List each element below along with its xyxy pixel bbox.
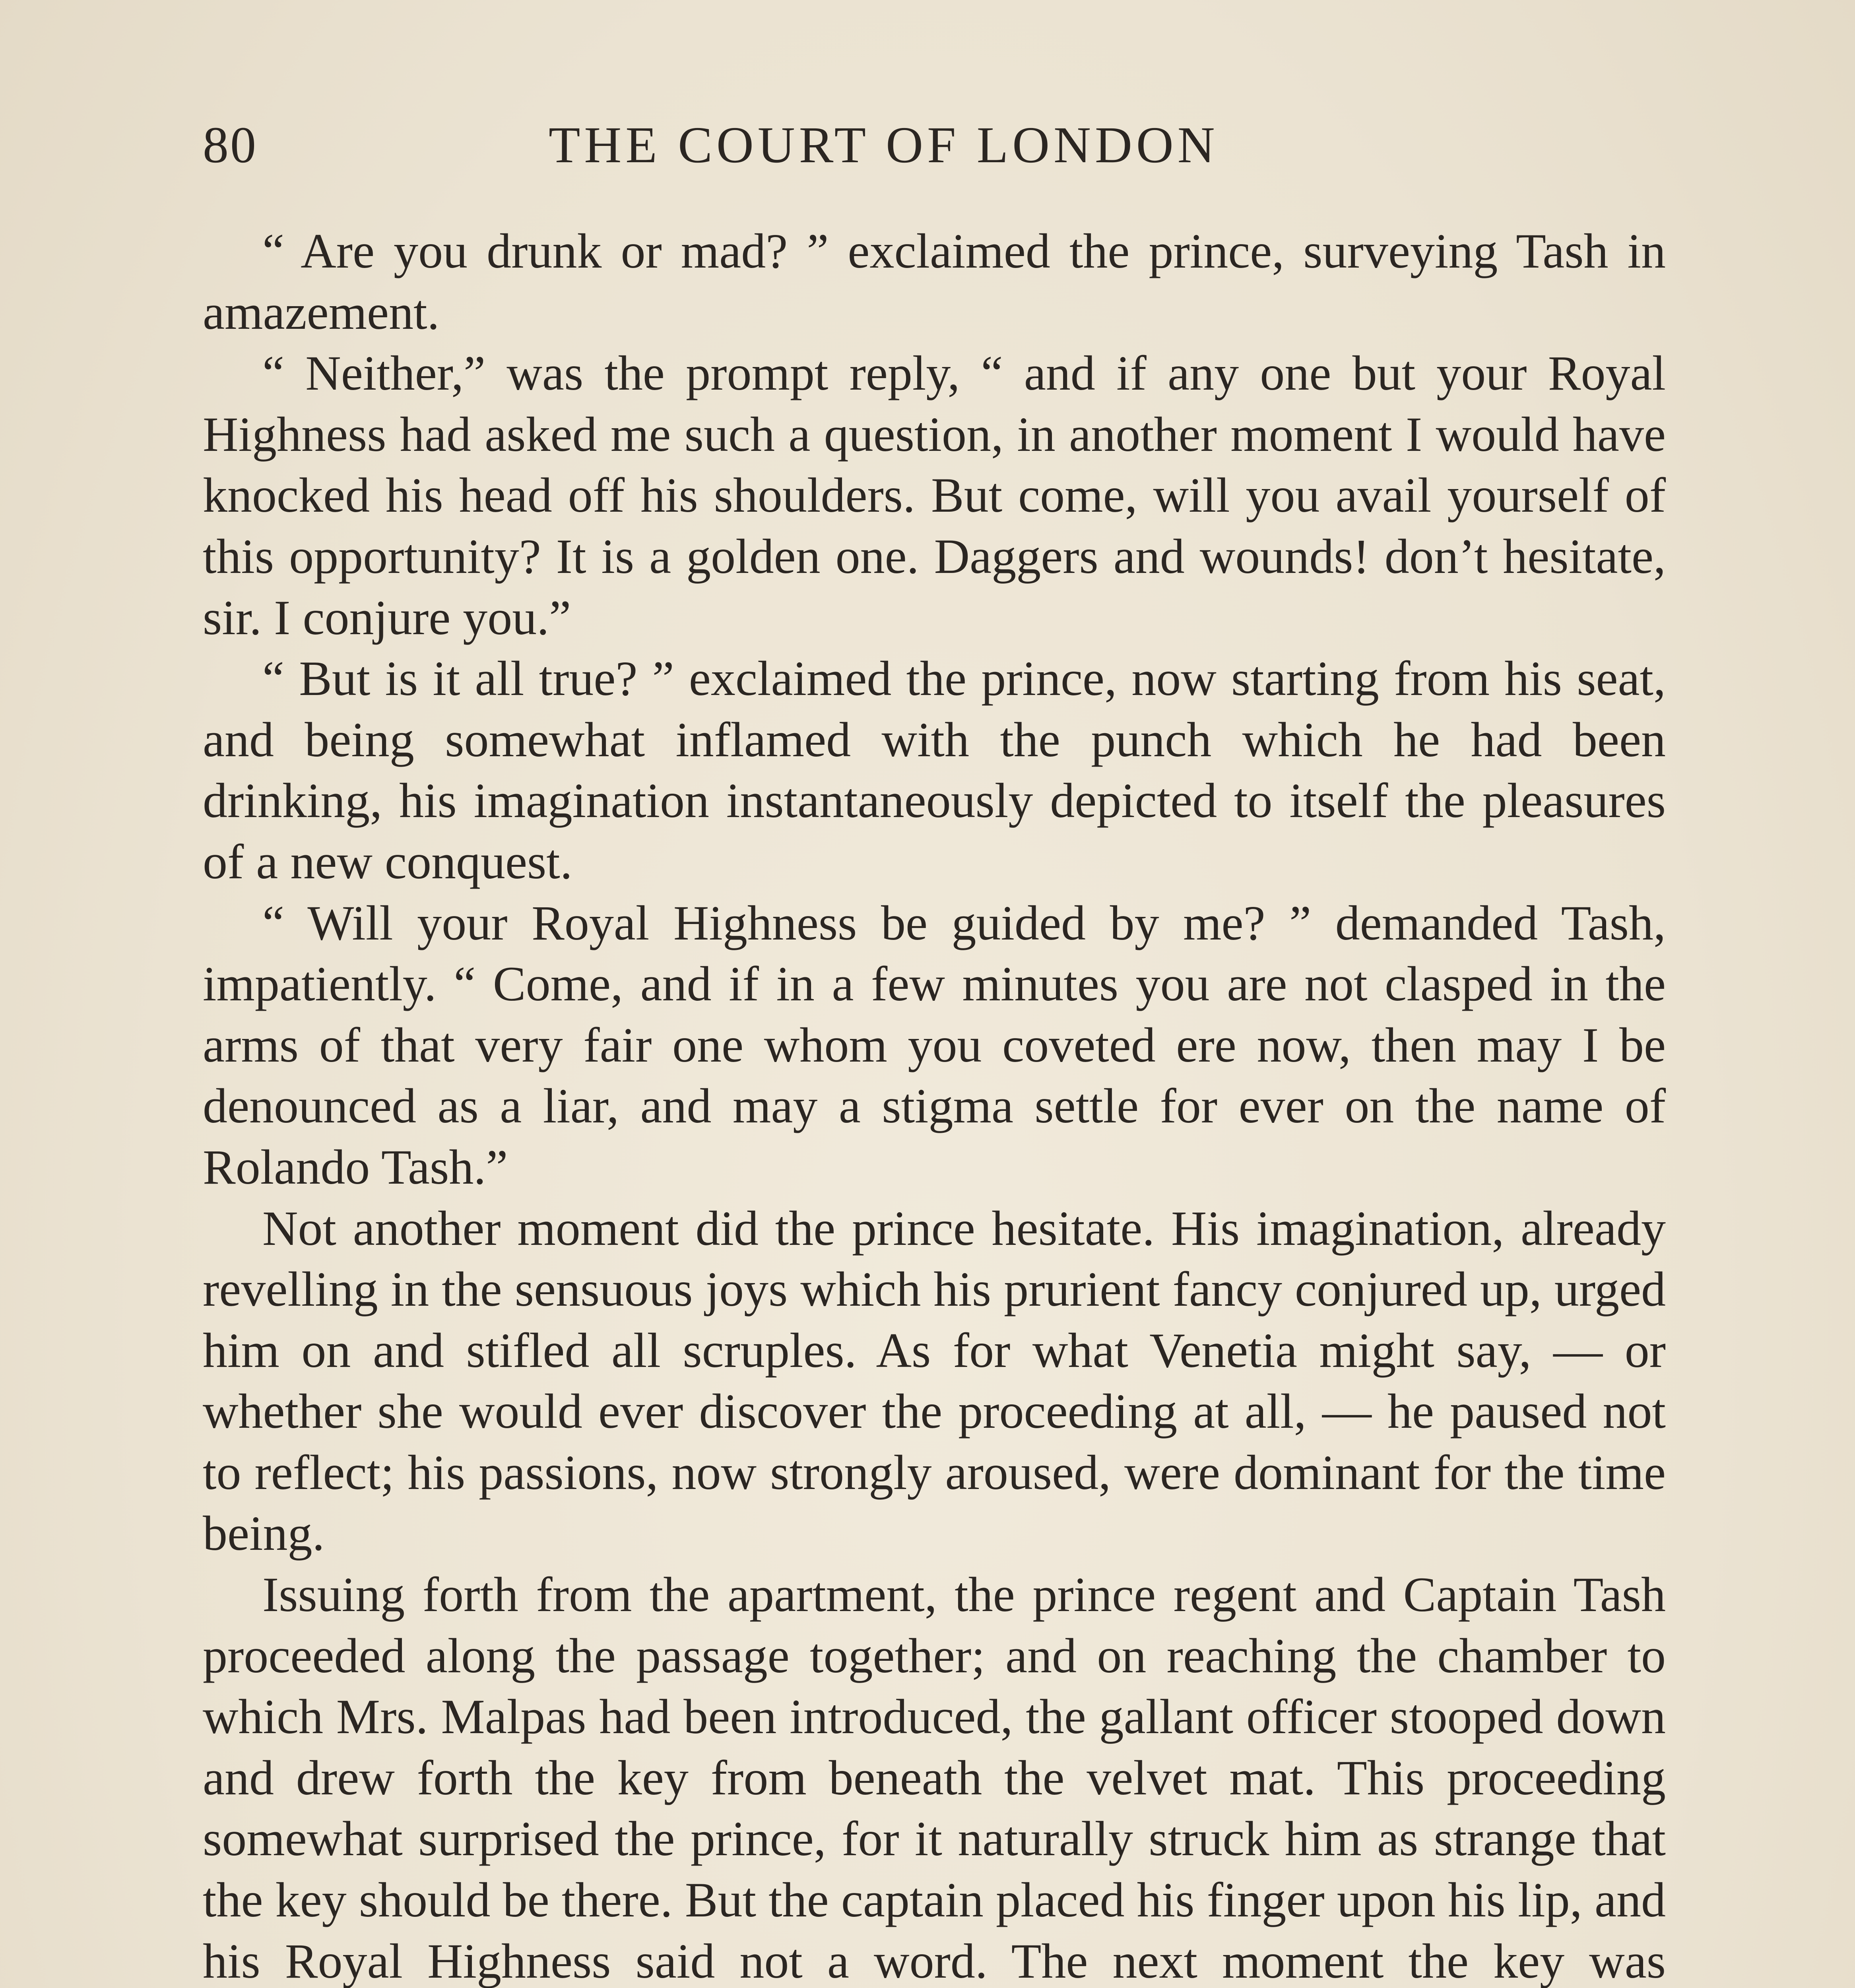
paragraph: Issuing forth from the apartment, the prince regent and Captain Tash proceeded along the passage together; and on reaching the chamber to which Mrs. Malpas had been introduced, the gallant officer stooped down and drew forth the key from beneath the velvet mat. This proceeding somewhat surprised the prince, for it naturally struck him as strange that the key should be there. But the captain placed his finger upon his lip, and his Royal Highness said not a word. The next moment the key was (203, 1567, 1666, 1988)
paragraph: “ Will your Royal Highness be guided by me? ” demanded Tash, impatiently. “ Come, and if in a few minutes you are not clasped in the arms of that very fair one whom you coveted ere now, then may I be denounced as a liar, and may a stigma settle for ever on the name of Rolando Tash.” (203, 895, 1666, 1194)
running-title: THE COURT OF LONDON (549, 116, 1219, 174)
paragraph: “ Are you drunk or mad? ” exclaimed the prince, surveying Tash in amazement. (203, 224, 1666, 340)
body-text (203, 221, 1666, 1988)
page-header (203, 115, 1666, 175)
paragraph: Not another moment did the prince hesitate. His imagination, already revelling in the sensuous joys which his prurient fancy conjured up, urged him on and stifled all scruples. As for what Venetia might say, — or whether she would ever discover the proceeding at all, — he paused not to reflect; his passions, now strongly aroused, were dominant for the time being. (203, 1201, 1666, 1561)
paragraph: “ Neither,” was the prompt reply, “ and if any one but your Royal Highness had asked me such a question, in another moment I would have knocked his head off his shoulders. But come, will you avail yourself of this opportunity? It is a golden one. Daggers and wounds! don’t hesitate, sir. I conjure you.” (203, 346, 1666, 645)
paragraph: “ But is it all true? ” exclaimed the prince, now starting from his seat, and being somewhat inflamed with the punch which he had been drinking, his imagination instantaneously depicted to itself the pleasures of a new conquest. (203, 651, 1666, 889)
page-number: 80 (203, 116, 258, 174)
